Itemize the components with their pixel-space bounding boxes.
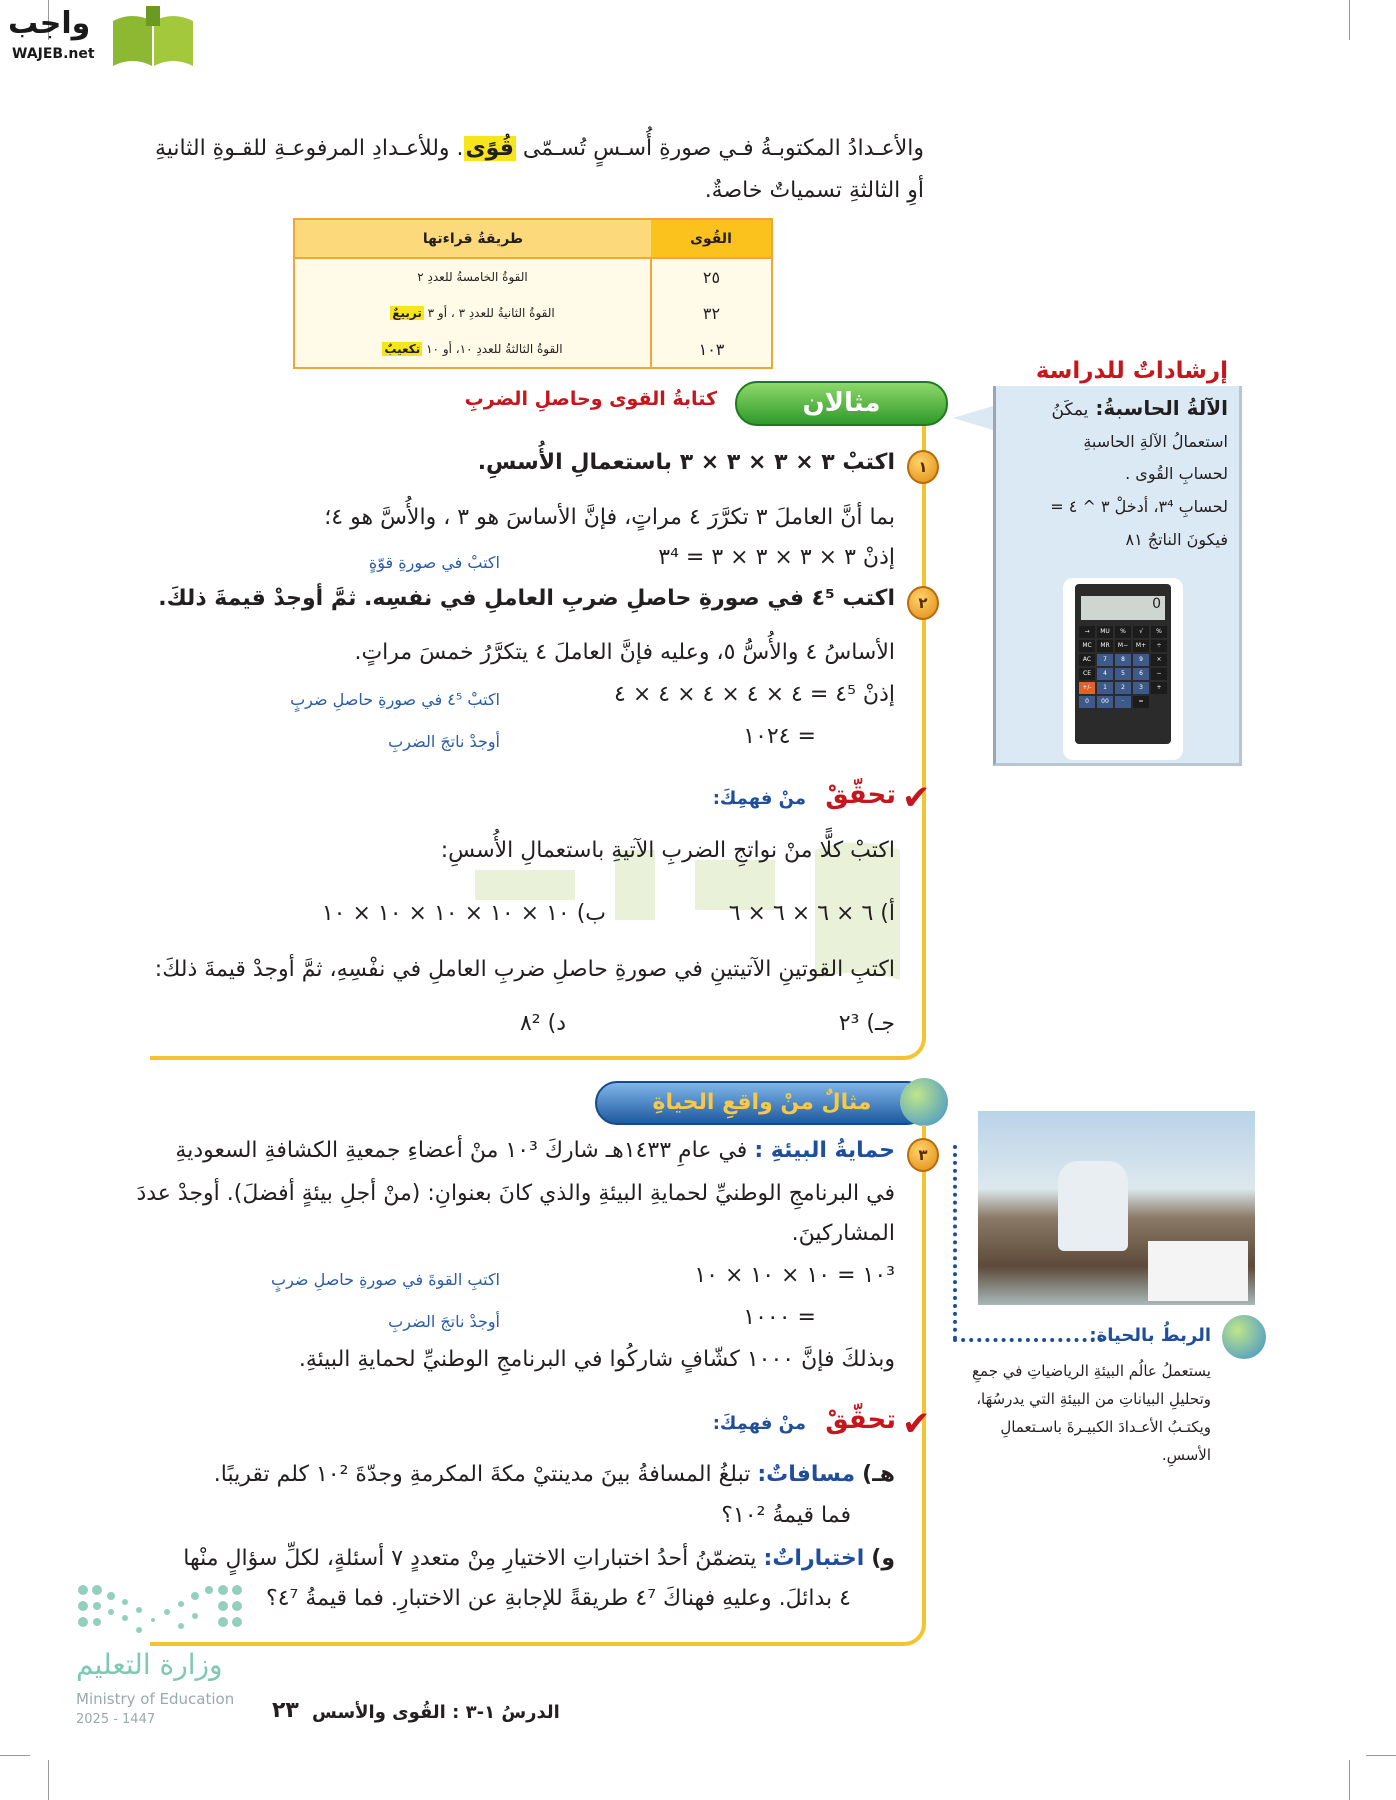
exercise-a: أ) ٦ × ٦ × ٦ × ٦ (728, 901, 895, 926)
lesson-title: الدرسُ ١-٣ : القُوى والأسس (312, 1702, 560, 1723)
example-number-3: ٣ (907, 1138, 939, 1172)
study-tip-box (993, 358, 1238, 763)
exercise-topic: مسافاتٌ: (757, 1462, 856, 1487)
power-cell: ٣٢ (651, 295, 771, 331)
calculator-key: 8 (1115, 654, 1131, 666)
example2-question: اكتب ٤⁵ في صورةِ حاصلِ ضربِ العاملِ في نفسِه. ثمَّ أوجدْ قيمةَ ذلكَ. (158, 586, 895, 611)
study-tip-title: إرشاداتٌ للدراسة (1035, 358, 1228, 384)
example2-note3: أوجدْ ناتجَ الضربِ (388, 732, 500, 751)
exercise-e (214, 1462, 895, 1487)
calculator-key: 6 (1133, 668, 1149, 680)
globe-icon (900, 1078, 948, 1126)
crop-mark (48, 1760, 49, 1800)
term-square: تربيعٌ (392, 306, 422, 321)
study-tip-heading: الآلةُ الحاسبةُ: (1095, 396, 1228, 420)
calculator-key: · (1115, 696, 1131, 708)
dotted-connector (953, 1338, 1103, 1342)
calculator-key: 00 (1097, 696, 1113, 708)
globe-icon (1222, 1315, 1266, 1359)
study-tip-heading-line (1052, 396, 1229, 421)
example3-line2: في البرنامجِ الوطنيِّ لحمايةِ البيئةِ والذي كانَ بعنوانِ: (منْ أجلِ بيئةٍ أفضلَ). أوجدْ عددَ (136, 1181, 895, 1206)
intro-line-1 (155, 136, 924, 161)
checkmark-icon: ✔ (902, 778, 931, 818)
calculator-key: → (1079, 626, 1095, 638)
page-number: ٢٣ (272, 1698, 299, 1723)
intro-text: . وللأعـدادِ المرفوعـةِ للقـوةِ الثانيةِ (154, 136, 464, 161)
exercise-f-line2: ٤ بدائلَ. وعليهِ فهناكَ ٤⁷ طريقةً للإجابةِ عن الاختبارِ. فما قيمةُ ٤⁷؟ (266, 1586, 851, 1611)
check2-title: تحقّقْ (825, 1405, 896, 1435)
exercise-text: يتضمّنُ أحدُ اختباراتِ الاختيارِ مِنْ متعددٍ ٧ أسئلةٍ، لكلِّ سؤالٍ منْها (183, 1546, 764, 1571)
term-powers: قُوًى (465, 136, 514, 161)
ministry-year: 2025 - 1447 (76, 1712, 156, 1727)
calculator-key: AC (1079, 654, 1095, 666)
calculator-key: × (1151, 654, 1167, 666)
example2-note2: اكتبْ ٤⁵ في صورةِ حاصلِ ضربٍ (290, 690, 500, 709)
reading-cell (295, 295, 651, 331)
example2-line1: الأساسُ ٤ والأُسُّ ٥، وعليه فإنَّ العاملَ ٤ يتكرَّرُ خمسَ مراتٍ. (354, 640, 895, 665)
reading-text: القوةُ الثانيةُ للعددِ ٣ ، أو ٣ (423, 306, 555, 321)
check1-instruction1: اكتبْ كلًّا منْ نواتجِ الضربِ الآتيةِ باستعمالِ الأُسسِ: (440, 838, 895, 863)
ministry-name-ar: وزارة التعليم (76, 1648, 223, 1681)
calculator-key: % (1115, 626, 1131, 638)
dotted-connector (953, 1145, 957, 1340)
check1-title: تحقّقْ (825, 780, 896, 810)
exercise-text: تبلغُ المسافةُ بينَ مدينتيْ مكةَ المكرمةِ وجدّةَ ١٠² كلم تقريبًا. (213, 1462, 758, 1487)
powers-table (293, 218, 773, 369)
example1-line1: بما أنَّ العاملَ ٣ تكرَّرَ ٤ مراتٍ، فإنَّ الأساسَ هو ٣ ، والأُسَّ هو ٤؛ (324, 505, 895, 530)
exercise-label: هـ) (862, 1462, 895, 1487)
example2-line3: = ١٠٢٤ (743, 724, 816, 749)
photo-box (1148, 1241, 1248, 1301)
calculator-key: 3 (1133, 682, 1149, 694)
calculator-key: M+ (1133, 640, 1149, 652)
calculator-key: CE (1079, 668, 1095, 680)
life-link-text: وتحليلِ البياناتِ من البيئةِ التي يدرسُهَا، (976, 1390, 1211, 1408)
callout-pointer (953, 406, 993, 430)
exercise-c: جـ) ٢³ (838, 1011, 895, 1036)
example3-note4: اكتبِ القوةَ في صورةِ حاصلِ ضربٍ (271, 1270, 500, 1289)
reading-text: القوةُ الثالثةُ للعددِ ١٠، أو ١٠ (422, 342, 563, 357)
photo-person (1058, 1161, 1128, 1251)
power-cell: ١٠٣ (651, 331, 771, 367)
checkmark-icon: ✔ (902, 1404, 931, 1444)
calculator-key: 7 (1097, 654, 1113, 666)
term-cube: تكعيبٌ (384, 342, 421, 357)
example3-note5: أوجدْ ناتجَ الضربِ (388, 1312, 500, 1331)
check1-instruction2: اكتبِ القوتينِ الآتيتينِ في صورةِ حاصلِ ضربِ العاملِ في نفْسِهِ، ثمَّ أوجدْ قيمةَ ذلكَ: (154, 957, 895, 982)
table-row (295, 331, 771, 367)
calculator-key: M− (1115, 640, 1131, 652)
crop-mark (0, 1755, 30, 1756)
header-powers: القُوى (651, 220, 771, 258)
calculator-key: 2 (1115, 682, 1131, 694)
calculator-key: 1 (1097, 682, 1113, 694)
logo-latin: WAJEB.net (12, 46, 95, 62)
study-tip-keys: لحسابِ ٣⁴، أدخلْ ٣ ^ ٤ = (1050, 497, 1228, 516)
book-icon (108, 6, 198, 68)
real-life-badge: مثالٌ منْ واقعِ الحياةِ (595, 1081, 929, 1125)
example1-line2: إذنْ ٣ × ٣ × ٣ × ٣ = ٣⁴ (658, 545, 895, 570)
example1-note: اكتبْ في صورةِ قوّةٍ (368, 553, 500, 572)
example3-line5: = ١٠٠٠ (743, 1305, 816, 1330)
calculator-key: − (1151, 668, 1167, 680)
wajeb-logo[interactable] (8, 6, 208, 68)
example3-line3: المشاركينَ. (791, 1221, 895, 1246)
reading-text: القوةُ الخامسةُ للعددِ ٢ (417, 270, 528, 285)
crop-mark (1366, 1755, 1396, 1756)
example3-line1 (175, 1138, 895, 1163)
calculator-key: 5 (1115, 668, 1131, 680)
calculator-key: +/- (1079, 682, 1095, 694)
examples-title: كتابةُ القوى وحاصلِ الضربِ (464, 388, 717, 410)
calculator-display: 0 (1081, 596, 1165, 620)
calculator-key: = (1133, 696, 1149, 708)
exercise-d: د) ٨² (519, 1011, 566, 1036)
crop-mark (1349, 0, 1350, 40)
exercise-topic: اختباراتٌ: (763, 1546, 865, 1571)
study-tip-text: لحسابِ القُوى . (1125, 464, 1228, 483)
example3-topic: حمايةُ البيئةِ : (754, 1138, 895, 1163)
power-cell: ٢٥ (651, 258, 771, 295)
check2-subtitle: منْ فهمِكَ: (712, 1413, 806, 1434)
ministry-name-en: Ministry of Education (76, 1690, 235, 1708)
example3-text: في عامِ ١٤٣٣هـ شاركَ ١٠³ منْ أعضاءِ جمعيةِ الكشافةِ السعوديةِ (175, 1138, 755, 1163)
intro-line-2: أوِ الثالثةِ تسمياتٌ خاصةٌ. (704, 178, 924, 203)
reading-cell (295, 331, 651, 367)
life-link-text: يستعملُ عالُم البيئةِ الرياضياتِ في جمعِ (972, 1362, 1211, 1380)
example2-line2: إذنْ ٤⁵ = ٤ × ٤ × ٤ × ٤ × ٤ (614, 682, 895, 707)
calculator-key: + (1151, 682, 1167, 694)
calculator-key: MR (1097, 640, 1113, 652)
reading-cell (295, 258, 651, 295)
table-row (295, 258, 771, 295)
study-tip-text: استعمالُ الآلةِ الحاسبةِ (1083, 432, 1228, 451)
calculator-key: MC (1079, 640, 1095, 652)
calculator-key: 9 (1133, 654, 1149, 666)
example3-line6: وبذلكَ فإنَّ ١٠٠٠ كشّافٍ شاركُوا في البرنامجِ الوطنيِّ لحمايةِ البيئةِ. (298, 1347, 895, 1372)
table-row (295, 295, 771, 331)
example3-line4: ١٠³ = ١٠ × ١٠ × ١٠ (694, 1263, 895, 1288)
exercise-label: و) (871, 1546, 895, 1571)
life-link-title: الربطُ بالحياة: (1089, 1325, 1211, 1346)
calculator-image (1063, 578, 1183, 760)
example1-question: اكتبْ ٣ × ٣ × ٣ × ٣ باستعمالِ الأُسسِ. (477, 450, 895, 475)
calculator-key: % (1151, 626, 1167, 638)
check1-subtitle: منْ فهمِكَ: (712, 788, 806, 809)
calculator-key: 4 (1097, 668, 1113, 680)
study-tip-text: يمكَنُ (1051, 400, 1089, 420)
calculator-key: 0 (1079, 696, 1095, 708)
exercise-e-line2: فما قيمةُ ١٠²؟ (721, 1503, 851, 1528)
exercise-f (183, 1546, 895, 1571)
example-number-1: ١ (907, 450, 939, 484)
examples-badge: مثالان (735, 381, 948, 426)
exercise-b: ب) ١٠ × ١٠ × ١٠ × ١٠ × ١٠ (321, 901, 606, 926)
calculator-key: √ (1133, 626, 1149, 638)
scout-photo (978, 1111, 1255, 1305)
life-link-text: ويكتـبُ الأعـدادَ الكبيـرةَ باسـتعمالِ (1000, 1418, 1211, 1436)
study-tip-text: فيكونَ الناتجُ ٨١ (1125, 530, 1228, 549)
calculator-key: MU (1097, 626, 1113, 638)
crop-mark (1349, 1760, 1350, 1800)
example-number-2: ٢ (907, 586, 939, 620)
life-link-text: الأسسِ. (1161, 1446, 1211, 1464)
calculator-key: ÷ (1151, 640, 1167, 652)
ministry-dots-logo (75, 1582, 250, 1638)
header-reading: طريقةُ قراءتها (295, 220, 651, 258)
intro-text: والأعـدادُ المكتوبـةُ فـي صورةِ أُسـسٍ تُسـمّى (515, 136, 924, 161)
logo-arabic: واجب (8, 6, 91, 41)
